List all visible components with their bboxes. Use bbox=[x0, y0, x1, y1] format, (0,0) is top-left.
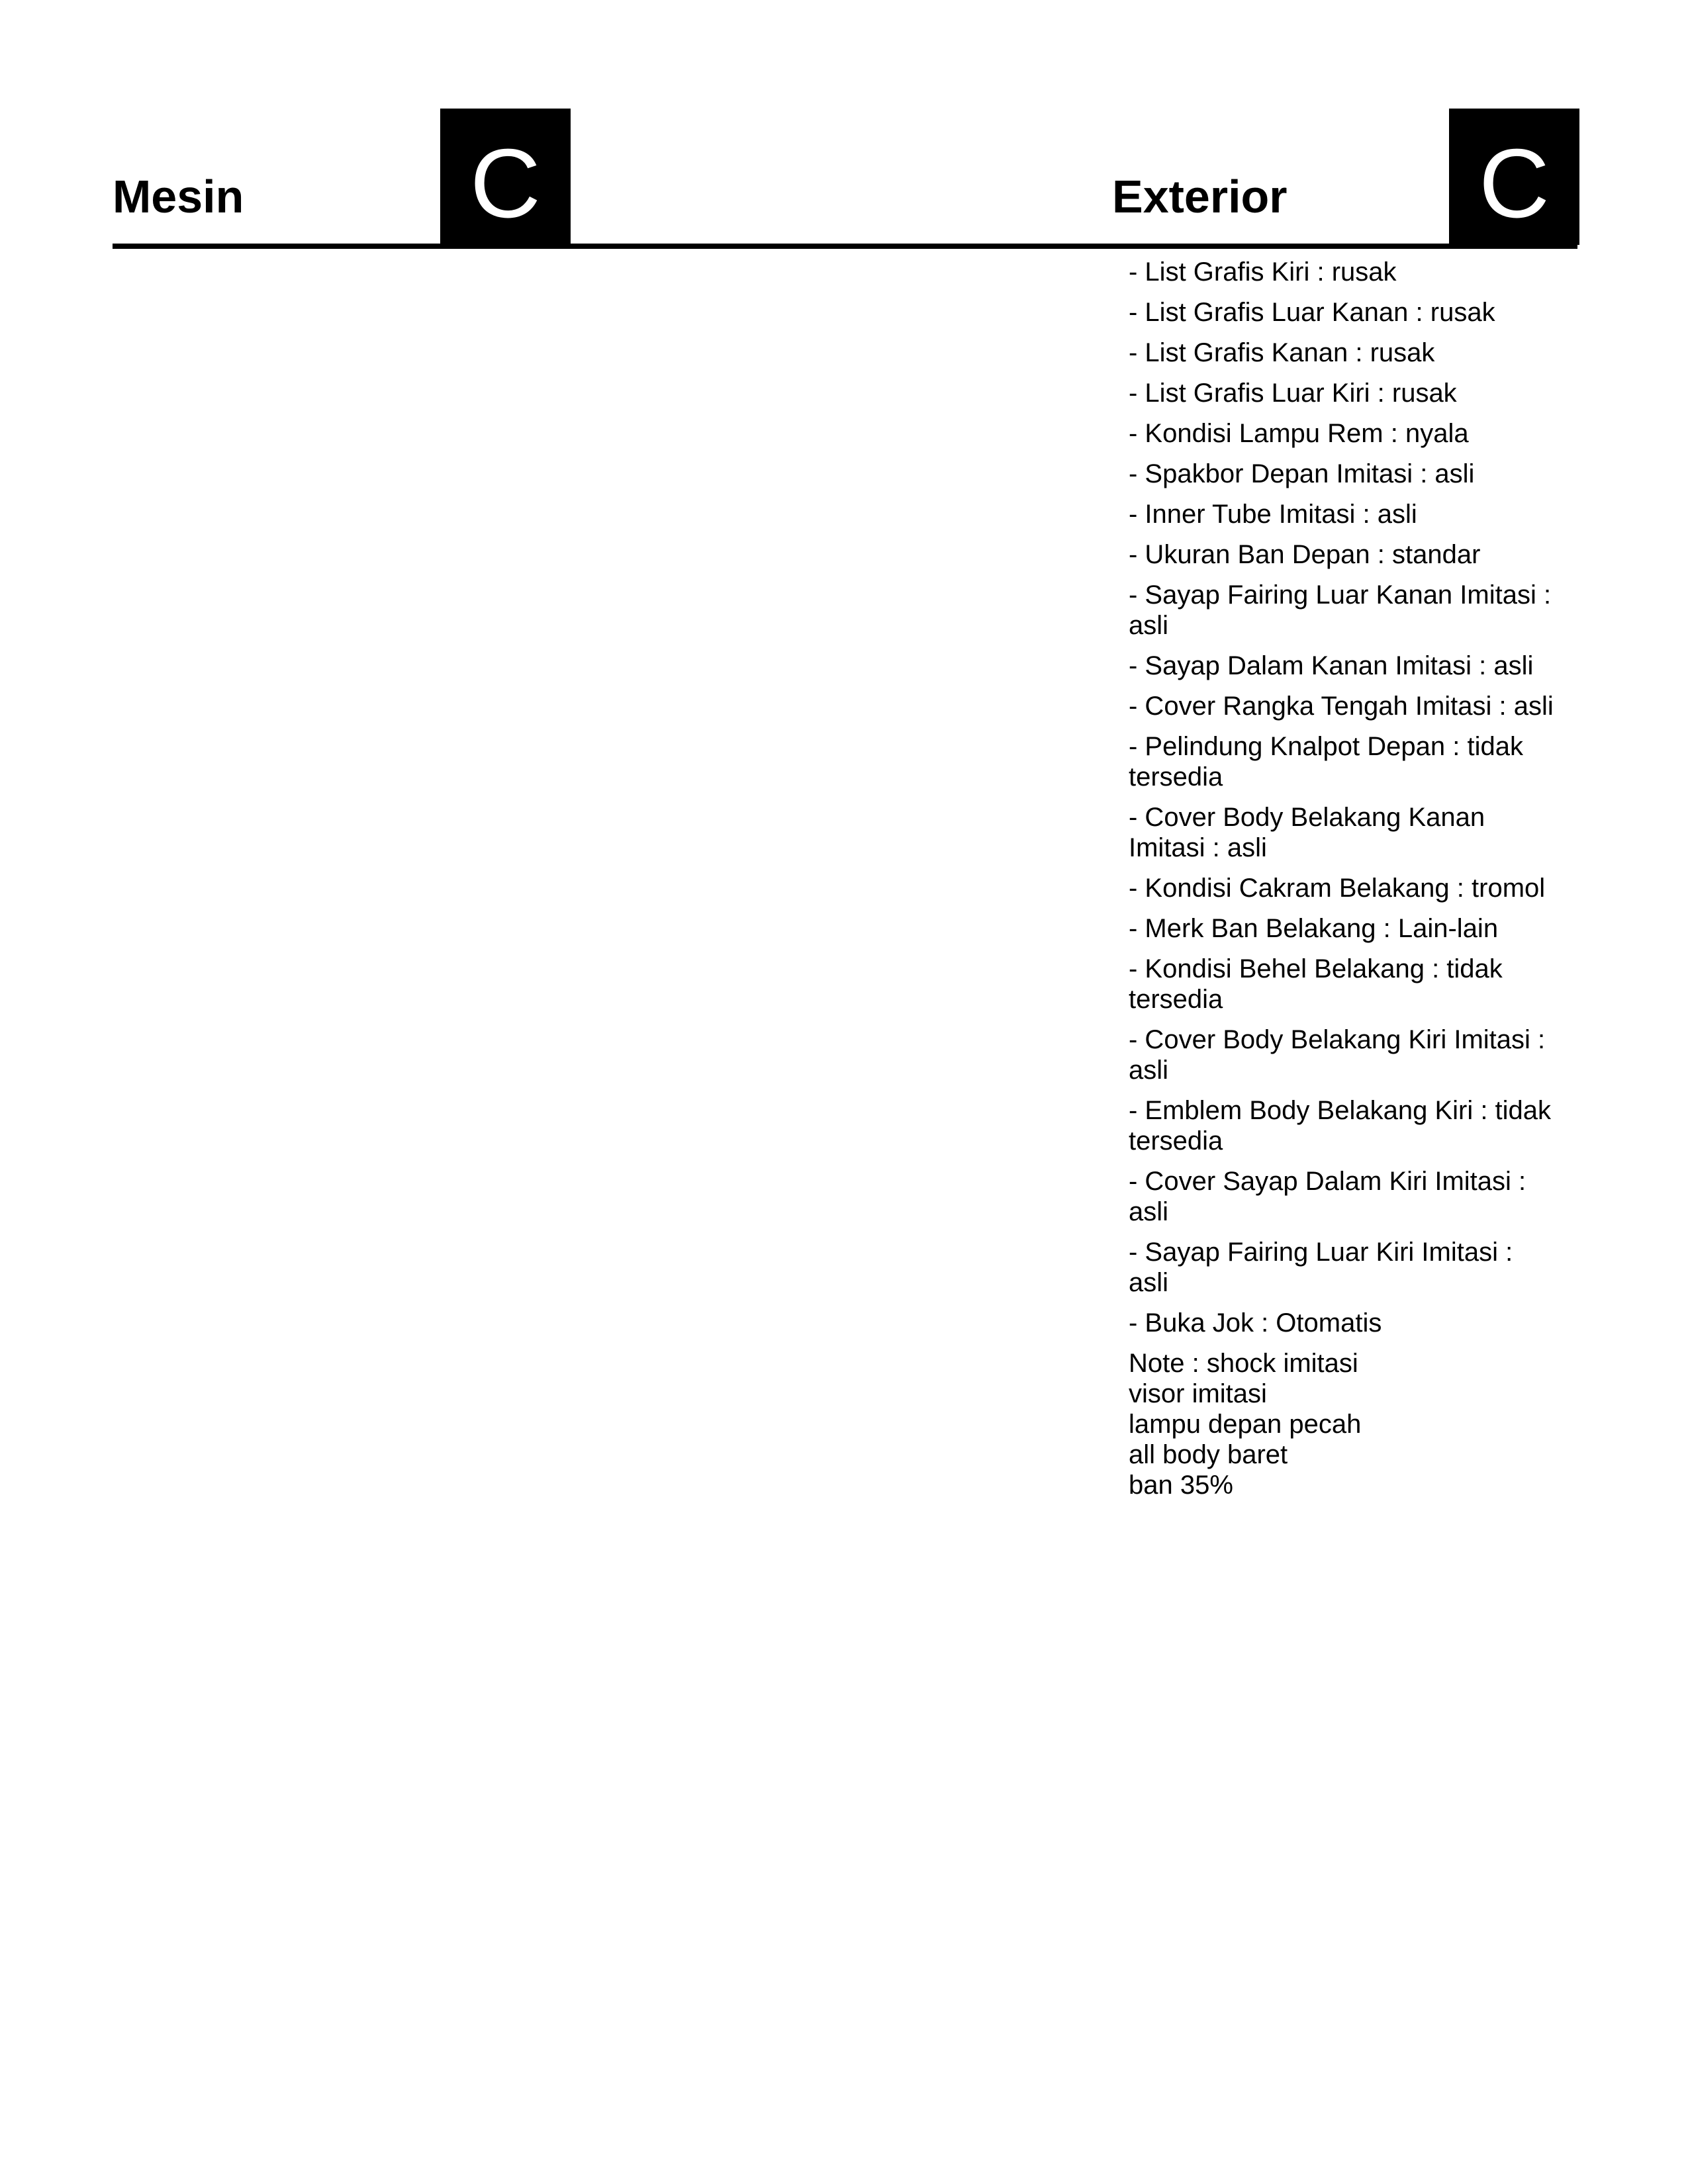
exterior-note bbox=[1129, 1348, 1559, 1500]
list-item: - Buka Jok : Otomatis bbox=[1129, 1308, 1382, 1338]
note-line: Note : shock imitasi bbox=[1129, 1349, 1358, 1378]
list-item: - Sayap Dalam Kanan Imitasi : asli bbox=[1129, 651, 1534, 680]
list-item: - Sayap Fairing Luar Kiri Imitasi : asli bbox=[1129, 1238, 1513, 1297]
list-item: - Pelindung Knalpot Depan : tidak tersedia bbox=[1129, 732, 1523, 792]
list-item: - List Grafis Kanan : rusak bbox=[1129, 338, 1435, 367]
list-item: - Kondisi Behel Belakang : tidak tersedia bbox=[1129, 954, 1503, 1014]
list-item: - Ukuran Ban Depan : standar bbox=[1129, 540, 1481, 569]
list-item: - Spakbor Depan Imitasi : asli bbox=[1129, 459, 1475, 488]
note-line: lampu depan pecah bbox=[1129, 1410, 1362, 1439]
list-item: - List Grafis Luar Kanan : rusak bbox=[1129, 298, 1495, 327]
list-item: - Kondisi Cakram Belakang : tromol bbox=[1129, 874, 1546, 903]
header-divider bbox=[113, 244, 1577, 249]
list-item: - Cover Body Belakang Kiri Imitasi : asli bbox=[1129, 1025, 1546, 1085]
list-item: - Merk Ban Belakang : Lain-lain bbox=[1129, 914, 1499, 943]
list-item: - Inner Tube Imitasi : asli bbox=[1129, 500, 1417, 529]
list-item: - List Grafis Kiri : rusak bbox=[1129, 257, 1397, 287]
list-item: - Emblem Body Belakang Kiri : tidak tersedia bbox=[1129, 1096, 1552, 1156]
note-line: visor imitasi bbox=[1129, 1379, 1267, 1408]
exterior-items-list bbox=[1129, 257, 1559, 1510]
note-line: ban 35% bbox=[1129, 1471, 1233, 1500]
list-item: - Sayap Fairing Luar Kanan Imitasi : asli bbox=[1129, 580, 1552, 640]
list-item: - Cover Body Belakang Kanan Imitasi : asli bbox=[1129, 803, 1485, 862]
note-line: all body baret bbox=[1129, 1440, 1288, 1469]
mesin-grade-badge bbox=[440, 109, 571, 245]
exterior-grade-letter: C bbox=[1479, 129, 1550, 238]
list-item: - Kondisi Lampu Rem : nyala bbox=[1129, 419, 1469, 448]
list-item: - List Grafis Luar Kiri : rusak bbox=[1129, 379, 1457, 408]
exterior-section-title: Exterior bbox=[1112, 171, 1288, 222]
list-item: - Cover Sayap Dalam Kiri Imitasi : asli bbox=[1129, 1167, 1526, 1226]
mesin-section-title: Mesin bbox=[113, 171, 244, 222]
exterior-grade-badge bbox=[1449, 109, 1579, 245]
list-item: - Cover Rangka Tengah Imitasi : asli bbox=[1129, 692, 1554, 721]
mesin-grade-letter: C bbox=[470, 129, 541, 238]
